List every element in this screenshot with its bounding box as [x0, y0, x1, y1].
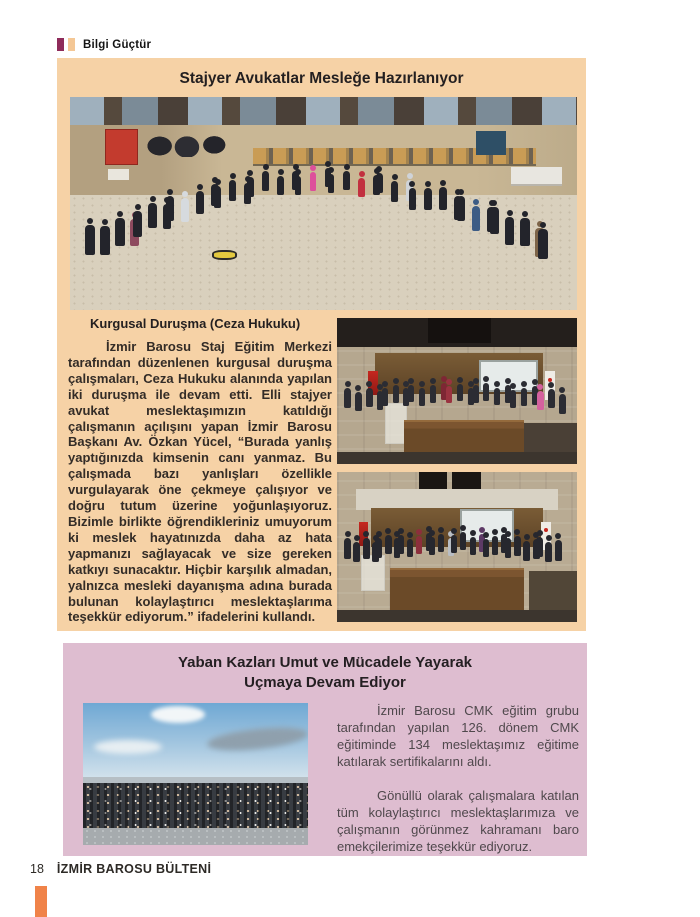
- person-figure: [393, 385, 399, 403]
- person-figure: [438, 534, 444, 552]
- person-figure: [457, 384, 463, 401]
- person-figure: [510, 390, 516, 408]
- person-figure: [430, 385, 436, 402]
- person-figure: [398, 535, 404, 554]
- person-figure: [385, 535, 392, 554]
- fire-cabinet: [105, 129, 138, 165]
- person-figure: [472, 206, 480, 231]
- person-figure: [196, 191, 204, 214]
- article2-paragraph-2: Gönüllü olarak çalışmalara katılan tüm kolaylaştırıcı meslektaşlarımıza ve çalışmanın görünmez kahramanı baro emekçilerimize teşekkür ediyoruz.: [337, 788, 579, 854]
- person-figure: [473, 385, 479, 402]
- ceiling-panel-right: [452, 472, 481, 489]
- cloud: [151, 706, 205, 723]
- person-figure: [375, 538, 382, 558]
- photo-courthouse-group: [70, 97, 577, 310]
- article-yaban-kazlari: [63, 643, 587, 856]
- person-figure: [492, 536, 498, 555]
- orange-bar-icon: [35, 886, 47, 917]
- person-figure: [429, 537, 435, 555]
- article2-body: [337, 702, 579, 855]
- floor-sticker: [212, 250, 237, 260]
- hanging-coats: [146, 135, 237, 156]
- person-figure: [376, 173, 383, 193]
- person-figure: [214, 186, 221, 207]
- person-figure: [366, 388, 373, 407]
- footer-title: İZMİR BAROSU BÜLTENİ: [56, 862, 212, 876]
- person-figure: [133, 211, 142, 238]
- person-figure: [310, 172, 316, 191]
- person-figure: [262, 171, 269, 191]
- ceiling-panel-left: [419, 472, 448, 489]
- page-number: 18: [30, 862, 44, 876]
- magenta-marker-icon: [57, 38, 64, 51]
- article1-title: Stajyer Avukatlar Mesleğe Hazırlanıyor: [179, 70, 464, 87]
- article2-title: [63, 653, 587, 693]
- person-figure: [166, 196, 174, 220]
- person-figure: [229, 180, 236, 201]
- article1-subtitle: Kurgusal Duruşma (Ceza Hukuku): [90, 316, 301, 331]
- person-figure: [344, 388, 351, 408]
- person-figure: [545, 542, 552, 563]
- person-figure: [247, 177, 254, 197]
- person-figure: [328, 174, 334, 193]
- person-figure: [355, 392, 362, 412]
- person-figure: [451, 535, 457, 553]
- person-figure: [505, 538, 511, 557]
- floor-strip: [337, 610, 577, 622]
- ground: [83, 828, 308, 845]
- person-figure: [408, 385, 414, 403]
- page-footer: [30, 862, 211, 876]
- person-figure: [148, 203, 157, 229]
- section-header: [57, 38, 151, 51]
- person-figure: [457, 196, 465, 220]
- photo-courtroom-session-2: [337, 472, 577, 622]
- person-figure: [559, 394, 566, 414]
- photo-courtroom-session-1: [337, 318, 577, 464]
- article-stajyer-avukatlar: [57, 58, 586, 631]
- av-panel: [428, 318, 490, 343]
- hall-floor: [70, 195, 577, 310]
- person-figure: [295, 176, 301, 195]
- person-figure: [446, 386, 452, 403]
- person-figure: [494, 388, 500, 406]
- floor-strip: [337, 452, 577, 464]
- person-figure: [407, 539, 413, 558]
- person-figure: [363, 538, 370, 558]
- person-figure: [353, 542, 360, 563]
- person-figure: [460, 532, 466, 550]
- article2-title-line1: Yaban Kazları Umut ve Mücadele Yayarak: [177, 654, 473, 671]
- person-figure: [382, 388, 388, 406]
- person-figure: [537, 391, 544, 410]
- blue-cabinet: [476, 131, 506, 154]
- person-figure: [358, 178, 365, 197]
- person-figure: [424, 188, 432, 210]
- crowd: [83, 783, 308, 831]
- person-figure: [514, 536, 521, 555]
- person-figure: [536, 537, 543, 557]
- person-figure: [85, 225, 95, 255]
- person-figure: [470, 537, 476, 555]
- radiator: [511, 167, 562, 186]
- person-figure: [115, 218, 125, 246]
- person-figure: [343, 171, 350, 190]
- article1-body: İzmir Barosu Staj Eğitim Merkezi tarafından düzenlenen kurgusal duruşma çalışmaları, Ceza Hukuku alanında yapılan iki duruşma ile devam etti. Elli stajyer avukat meslektaşımızın katıldığı çalışmanın açılışını yapan İzmir Barosu Başkanı Av. Özkan Yücel, “Burada yanlış yaptığınızda kimsenin canı yanmaz. Bu çalışmada bazı yanlışları özellikle vurgulayarak öne çekmeye çalışıyor ve doğru tutum üzerine yoğunlaşıyoruz. Bizimle birlikte öğrendikleriniz umuyorum ki meslek hayatınızda daha az hata yapmanızı sağlayacak ve size gereken katkıyı sunacaktır. Hiçbir karşılık almadan, yalnızca mesleki dayanışma adına burada bulunan kolaylaştırıcı meslektaşlarıma teşekkür ediyorum.” ifadelerini kullandı.: [68, 339, 332, 625]
- person-figure: [419, 388, 425, 405]
- person-figure: [520, 218, 530, 246]
- article2-title-line2: Uçmaya Devam Ediyor: [244, 674, 406, 691]
- person-figure: [391, 181, 398, 201]
- person-figure: [521, 388, 527, 406]
- person-figure: [277, 176, 284, 195]
- section-label: Bilgi Güçtür: [83, 38, 152, 51]
- upper-wall: [356, 489, 558, 510]
- cloud: [94, 740, 162, 754]
- windows-band: [70, 97, 577, 125]
- person-figure: [538, 229, 548, 259]
- person-figure: [409, 188, 416, 209]
- person-figure: [416, 536, 422, 554]
- person-figure: [181, 198, 189, 221]
- person-figure: [555, 540, 562, 561]
- person-figure: [523, 541, 530, 561]
- person-figure: [100, 226, 110, 255]
- person-figure: [490, 207, 499, 234]
- person-figure: [548, 389, 555, 409]
- wall-sign: [108, 169, 129, 180]
- photo-outdoor-group: [83, 703, 308, 845]
- person-figure: [439, 187, 447, 210]
- article2-paragraph-1: İzmir Barosu CMK eğitim grubu tarafından yapılan 126. dönem CMK eğitiminde 134 meslektaşımız eğitime katılarak sertifikalarını aldı.: [337, 703, 579, 769]
- gallery-bench: [390, 568, 524, 610]
- person-figure: [344, 538, 351, 559]
- person-figure: [505, 217, 514, 244]
- person-figure: [483, 383, 489, 400]
- person-figure: [483, 539, 489, 557]
- peach-marker-icon: [68, 38, 75, 51]
